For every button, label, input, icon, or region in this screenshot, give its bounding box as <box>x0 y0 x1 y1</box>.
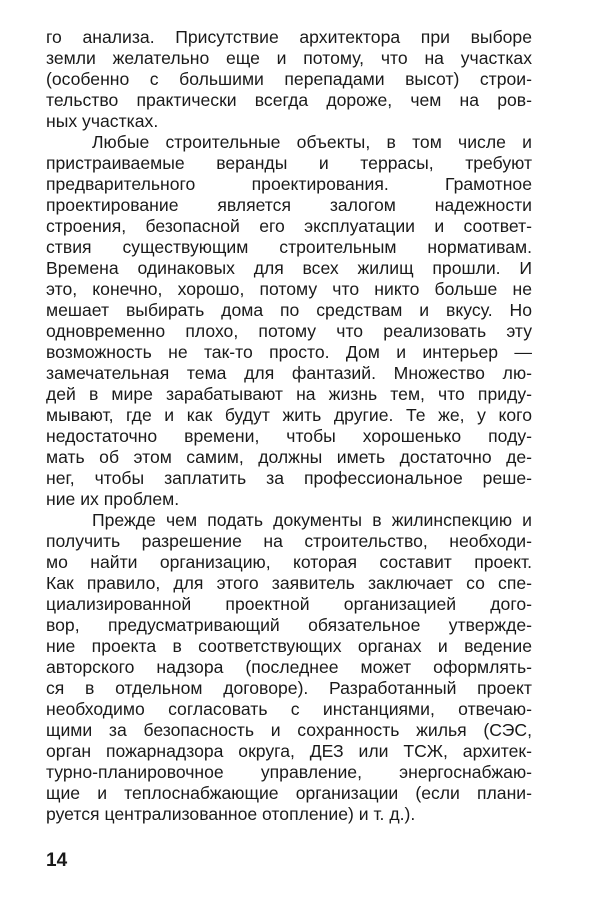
text-line: циализированной проектной организацией дого- <box>46 594 532 614</box>
text-line: (особенно с большими перепадами высот) строи- <box>46 69 532 89</box>
text-line: мывают, где и как будут жить другие. Те же, у кого <box>46 405 532 425</box>
text-line: ных участках. <box>46 111 159 131</box>
text-line: ние их проблем. <box>46 489 180 509</box>
text-line: проектирование является залогом надежности <box>46 195 532 215</box>
text-line: тельство практически всегда дороже, чем на ров- <box>46 90 532 110</box>
text-line: вор, предусматривающий обязательное утвержде- <box>46 615 532 635</box>
text-line: го анализа. Присутствие архитектора при выборе <box>46 27 532 47</box>
text-line: дей в мире зарабатывают на жизнь тем, что приду- <box>46 384 532 404</box>
text-line: ся в отдельном договоре). Разработанный проект <box>46 678 532 698</box>
text-line: щими за безопасность и сохранность жилья (СЭС, <box>46 720 532 740</box>
text-line: Прежде чем подать документы в жилинспекцию и <box>92 510 532 530</box>
text-line: получить разрешение на строительство, необходи- <box>46 531 532 551</box>
text-line: орган пожарнадзора округа, ДЕЗ или ТСЖ, архитек- <box>46 741 532 761</box>
text-line: замечательная тема для фантазий. Множество лю- <box>46 363 532 383</box>
body-text <box>46 27 532 825</box>
text-line: Времена одинаковых для всех жилищ прошли. И <box>46 258 532 278</box>
page-number: 14 <box>46 850 68 871</box>
paragraph <box>46 27 532 132</box>
text-line: мать об этом самим, должны иметь достаточно де- <box>46 447 532 467</box>
paragraph <box>46 132 532 510</box>
text-line: это, конечно, хорошо, потому что никто больше не <box>46 279 532 299</box>
text-line: строения, безопасной его эксплуатации и соответ- <box>46 216 532 236</box>
text-line: Как правило, для этого заявитель заключает со спе- <box>46 573 532 593</box>
text-line: необходимо согласовать с инстанциями, отвечаю- <box>46 699 532 719</box>
text-line: пристраиваемые веранды и террасы, требуют <box>46 153 532 173</box>
text-line: ствия существующим строительным нормативам. <box>46 237 532 257</box>
text-line: руется централизованное отопление) и т. д.). <box>46 804 416 824</box>
text-line: мо найти организацию, которая составит проект. <box>46 552 532 572</box>
text-line: авторского надзора (последнее может оформлять- <box>46 657 532 677</box>
text-line: одновременно плохо, потому что реализовать эту <box>46 321 532 341</box>
text-line: щие и теплоснабжающие организации (если плани- <box>46 783 532 803</box>
text-line: предварительного проектирования. Грамотное <box>46 174 532 194</box>
text-line: земли желательно еще и потому, что на участках <box>46 48 532 68</box>
text-line: возможность не так-то просто. Дом и интерьер — <box>46 342 532 362</box>
paragraph <box>46 510 532 825</box>
text-line: нег, чтобы заплатить за профессиональное реше- <box>46 468 532 488</box>
text-line: Любые строительные объекты, в том числе и <box>92 132 532 152</box>
text-line: мешает выбирать дома по средствам и вкусу. Но <box>46 300 532 320</box>
text-line: турно-планировочное управление, энергоснабжаю- <box>46 762 532 782</box>
text-line: недостаточно времени, чтобы хорошенько поду- <box>46 426 532 446</box>
text-line: ние проекта в соответствующих органах и ведение <box>46 636 532 656</box>
